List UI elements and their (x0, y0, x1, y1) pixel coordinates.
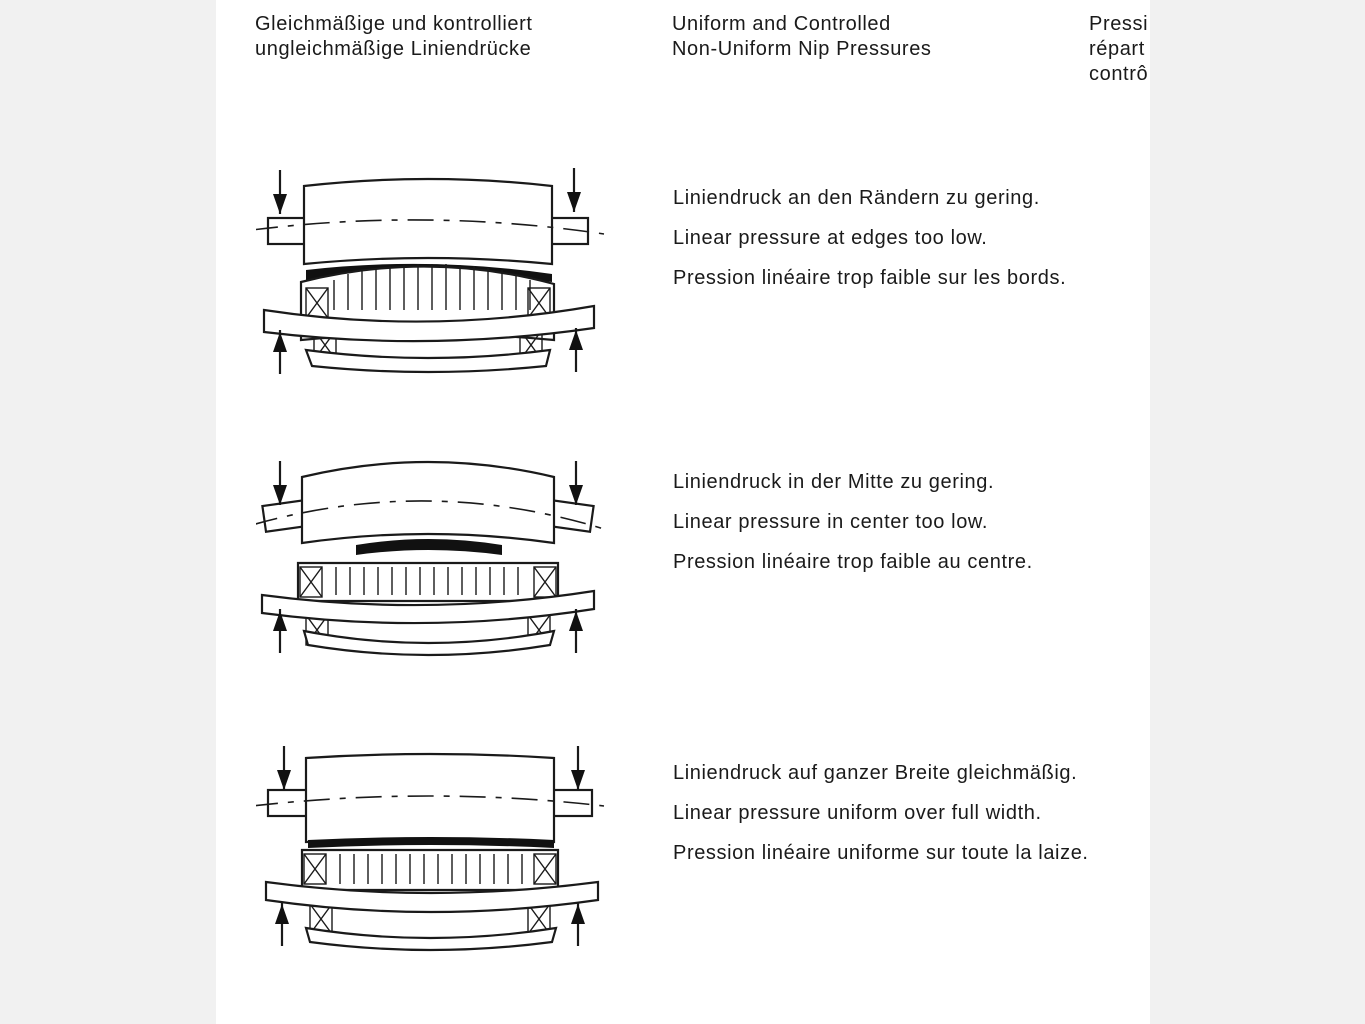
caption-german: Liniendruck in der Mitte zu gering. (673, 471, 995, 493)
roll-diagram-edges-low (256, 160, 616, 380)
caption-edges-low (673, 186, 1093, 306)
bottom-shell-lower (304, 631, 554, 655)
scanned-page (216, 0, 1150, 1024)
top-roll-right-journal (548, 500, 593, 532)
top-roll-left-journal (268, 218, 308, 244)
header-english-line-1: Uniform and Controlled (672, 13, 891, 35)
header-french-line-1: Pressi (1089, 13, 1149, 35)
top-roll-body (302, 462, 554, 543)
header-english (672, 12, 932, 62)
nip-gap (356, 539, 502, 555)
header-german (255, 12, 533, 62)
bottom-shell (298, 563, 558, 601)
caption-french: Pression linéaire trop faible au centre. (673, 551, 1033, 573)
nip-gap (308, 837, 554, 848)
header-french (1089, 12, 1148, 87)
caption-french: Pression linéaire trop faible sur les bords. (673, 267, 1067, 289)
caption-german: Liniendruck an den Rändern zu gering. (673, 187, 1040, 209)
caption-english: Linear pressure uniform over full width. (673, 802, 1042, 824)
header-german-line-2: ungleichmäßige Liniendrücke (255, 38, 532, 60)
header-english-line-2: Non-Uniform Nip Pressures (672, 38, 932, 60)
caption-french: Pression linéaire uniforme sur toute la laize. (673, 842, 1089, 864)
bottom-shell-lower (306, 350, 550, 372)
caption-uniform (673, 761, 1093, 881)
bottom-shell-lower (306, 928, 556, 950)
caption-english: Linear pressure at edges too low. (673, 227, 988, 249)
header-french-line-3: contrô (1089, 63, 1149, 85)
caption-german: Liniendruck auf ganzer Breite gleichmäßig. (673, 762, 1078, 784)
top-roll-left-journal (262, 500, 307, 532)
roll-diagram-center-low (256, 445, 616, 665)
roll-diagram-uniform (256, 740, 616, 960)
header-french-line-2: répart (1089, 38, 1145, 60)
header-german-line-1: Gleichmäßige und kontrolliert (255, 13, 533, 35)
caption-english: Linear pressure in center too low. (673, 511, 989, 533)
caption-center-low (673, 470, 1093, 590)
